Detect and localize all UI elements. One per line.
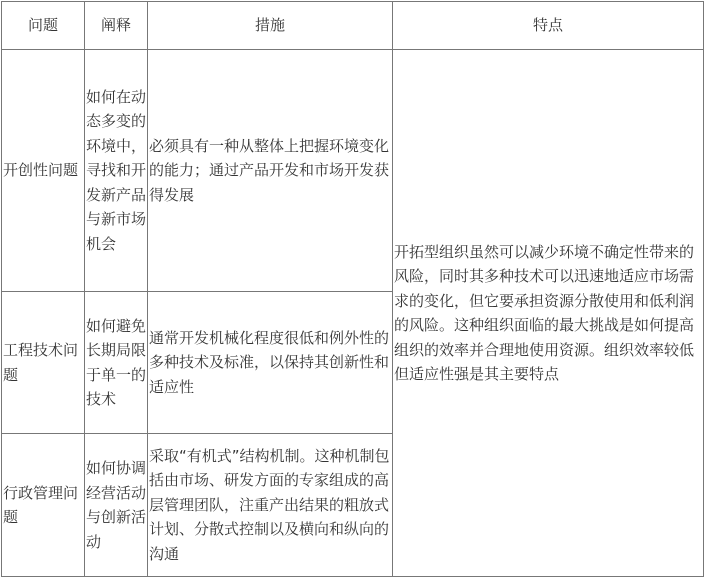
header-features: 特点 bbox=[393, 2, 704, 50]
header-explanation: 阐释 bbox=[85, 2, 148, 50]
cell-explanation: 如何在动态多变的环境中，寻找和开发新产品与新市场机会 bbox=[85, 50, 148, 292]
cell-explanation: 如何协调经营活动与创新活动 bbox=[85, 434, 148, 577]
cell-problem: 工程技术问题 bbox=[2, 292, 85, 434]
strategy-table bbox=[1, 1, 704, 577]
header-row bbox=[2, 2, 704, 50]
header-measures: 措施 bbox=[148, 2, 393, 50]
cell-problem: 开创性问题 bbox=[2, 50, 85, 292]
cell-measures: 通常开发机械化程度很低和例外性的多种技术及标准，以保持其创新性和适应性 bbox=[148, 292, 393, 434]
header-problem: 问题 bbox=[2, 2, 85, 50]
table-row bbox=[2, 50, 704, 292]
cell-problem: 行政管理问题 bbox=[2, 434, 85, 577]
cell-features: 开拓型组织虽然可以减少环境不确定性带来的风险，同时其多种技术可以迅速地适应市场需求的变化，但它要承担资源分散使用和低利润的风险。这种组织面临的最大挑战是如何提高组织的效率并合理地使用资源。组织效率较低但适应性强是其主要特点 bbox=[393, 50, 704, 577]
cell-measures: 必须具有一种从整体上把握环境变化的能力；通过产品开发和市场开发获得发展 bbox=[148, 50, 393, 292]
cell-explanation: 如何避免长期局限于单一的技术 bbox=[85, 292, 148, 434]
cell-measures: 采取“有机式”结构机制。这种机制包括由市场、研发方面的专家组成的高层管理团队，注重产出结果的粗放式计划、分散式控制以及横向和纵向的沟通 bbox=[148, 434, 393, 577]
